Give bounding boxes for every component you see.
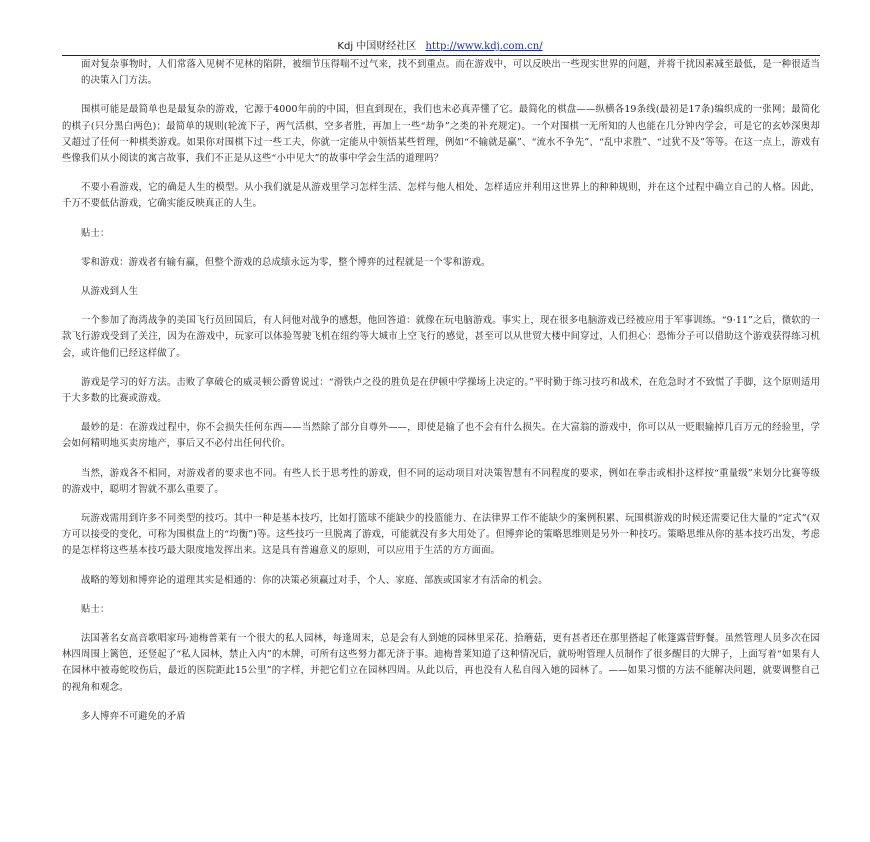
header-rule xyxy=(62,55,820,56)
tip-heading: 贴士： xyxy=(81,227,110,239)
document-body xyxy=(62,57,820,738)
paragraph: 零和游戏：游戏者有输有赢，但整个游戏的总成绩永远为零，整个博弈的过程就是一个零和游戏。 xyxy=(81,256,491,268)
paragraph: 不要小看游戏，它的确是人生的模型。从小我们就是从游戏里学习怎样生活、怎样与他人相处、怎样适应并利用这世界上的种种规则，并在这个过程中确立自己的人格。因此，千万不要低估游戏，它确实能反映真正的人生。 xyxy=(62,182,820,210)
site-name: Kdj 中国财经社区 xyxy=(337,41,417,52)
paragraph: 法国著名女高音歌唱家玛·迪梅普莱有一个很大的私人园林，每逢周末，总是会有人到她的园林里采花、拾蘑菇，更有甚者还在那里搭起了帐篷露营野餐。虽然管理人员多次在园林四周围上篱笆，还竖起了“私人园林，禁止入内”的木牌，可所有这些努力都无济于事。迪梅普莱知道了这种情况后，就吩咐管理人员制作了很多醒目的大牌子，上面写着“如果有人在园林中被毒蛇咬伤后，最近的医院距此15公里”的字样，并把它们立在园林四周。从此以后，再也没有人私自闯入她的园林了。——如果习惯的方法不能解决问题，就要调整自己的视角和观念。 xyxy=(62,633,820,693)
paragraph: 当然，游戏各不相同，对游戏者的要求也不同。有些人长于思考性的游戏，但不同的运动项目对决策智慧有不同程度的要求，例如在拳击或相扑这样按“重量级”来划分比赛等级的游戏中，聪明才智就不那么重要了。 xyxy=(62,467,820,495)
section-heading: 多人博弈不可避免的矛盾 xyxy=(81,710,186,722)
paragraph: 面对复杂事物时，人们常落入见树不见林的陷阱，被细节压得喘不过气来，找不到重点。而在游戏中，可以反映出一些现实世界的问题，并将干扰因素减至最低，是一种很适当的决策入门方法。 xyxy=(81,59,820,87)
section-heading: 从游戏到人生 xyxy=(81,286,139,298)
paragraph: 战略的筹划和博弈论的道理其实是相通的：你的决策必须赢过对手，个人、家庭、部族或国家才有活命的机会。 xyxy=(81,574,548,586)
paragraph: 玩游戏需用到许多不同类型的技巧。其中一种是基本技巧，比如打篮球不能缺少的投篮能力、在法律界工作不能缺少的案例积累、玩围棋游戏的时候还需要记住大量的“定式”(双方可以接受的变化，可称为围棋盘上的“均衡”)等。这些技巧一旦脱离了游戏，可能就没有多大用处了。但博弈论的策略思维则是另外一种技巧。策略思维从你的基本技巧出发，考虑的是怎样将这些基本技巧最大限度地发挥出来。这是具有普遍意义的原则，可以应用于生活的方方面面。 xyxy=(62,513,820,557)
paragraph: 游戏是学习的好方法。击败了拿破仑的威灵顿公爵曾说过：“滑铁卢之役的胜负是在伊顿中学操场上决定的。”平时勤于练习技巧和战术，在危急时才不致慌了手脚，这个原则适用于大多数的比赛或游戏。 xyxy=(62,376,820,405)
paragraph: 围棋可能是最简单也是最复杂的游戏，它源于4000年前的中国，但直到现在，我们也未必真弄懂了它。最简化的棋盘——纵横各19条线(最初是17条)编织成的一张网；最简化的棋子(只分黑白两色)；最简单的规则(轮流下子，两气活棋，空多者胜，再加上一些“劫争”之类的补充规定)。一个对围棋一无所知的人也能在几分钟内学会，可是它的玄妙深奥却又超过了任何一种棋类游戏。如果你对围棋下过一些工夫，你就一定能从中领悟某些哲理，例如“不输就是赢”、“流水不争先”、“乱中求胜”、“过犹不及”等等。在这一点上，游戏有些像我们从小阅读的寓言故事，我们不正是从这些“小中见大”的故事中学会生活的道理吗？ xyxy=(62,104,820,165)
paragraph: 最妙的是：在游戏过程中，你不会损失任何东西——当然除了部分自尊外——，即使是输了也不会有什么损失。在大富翁的游戏中，你可以从一贬眼输掉几百万元的经验里，学会如何精明地买卖房地产，事后又不必付出任何代价。 xyxy=(62,422,820,450)
tip-heading: 贴士： xyxy=(81,603,110,615)
site-url-link[interactable]: http://www.kdj.com.cn/ xyxy=(425,41,543,52)
paragraph: 一个参加了海湾战争的美国飞行员回国后，有人问他对战争的感想，他回答道：就像在玩电脑游戏。事实上，现在很多电脑游戏已经被应用于军事训练。“9·11”之后，微软的一款飞行游戏受到了关注，因为在游戏中，玩家可以体验驾驶飞机在纽约等大城市上空飞行的感觉，甚至可以从世贸大楼中间穿过，人们担心：恐怖分子可以借助这个游戏获得练习机会，或许他们已经这样做了。 xyxy=(62,315,820,359)
page-header xyxy=(60,40,820,54)
